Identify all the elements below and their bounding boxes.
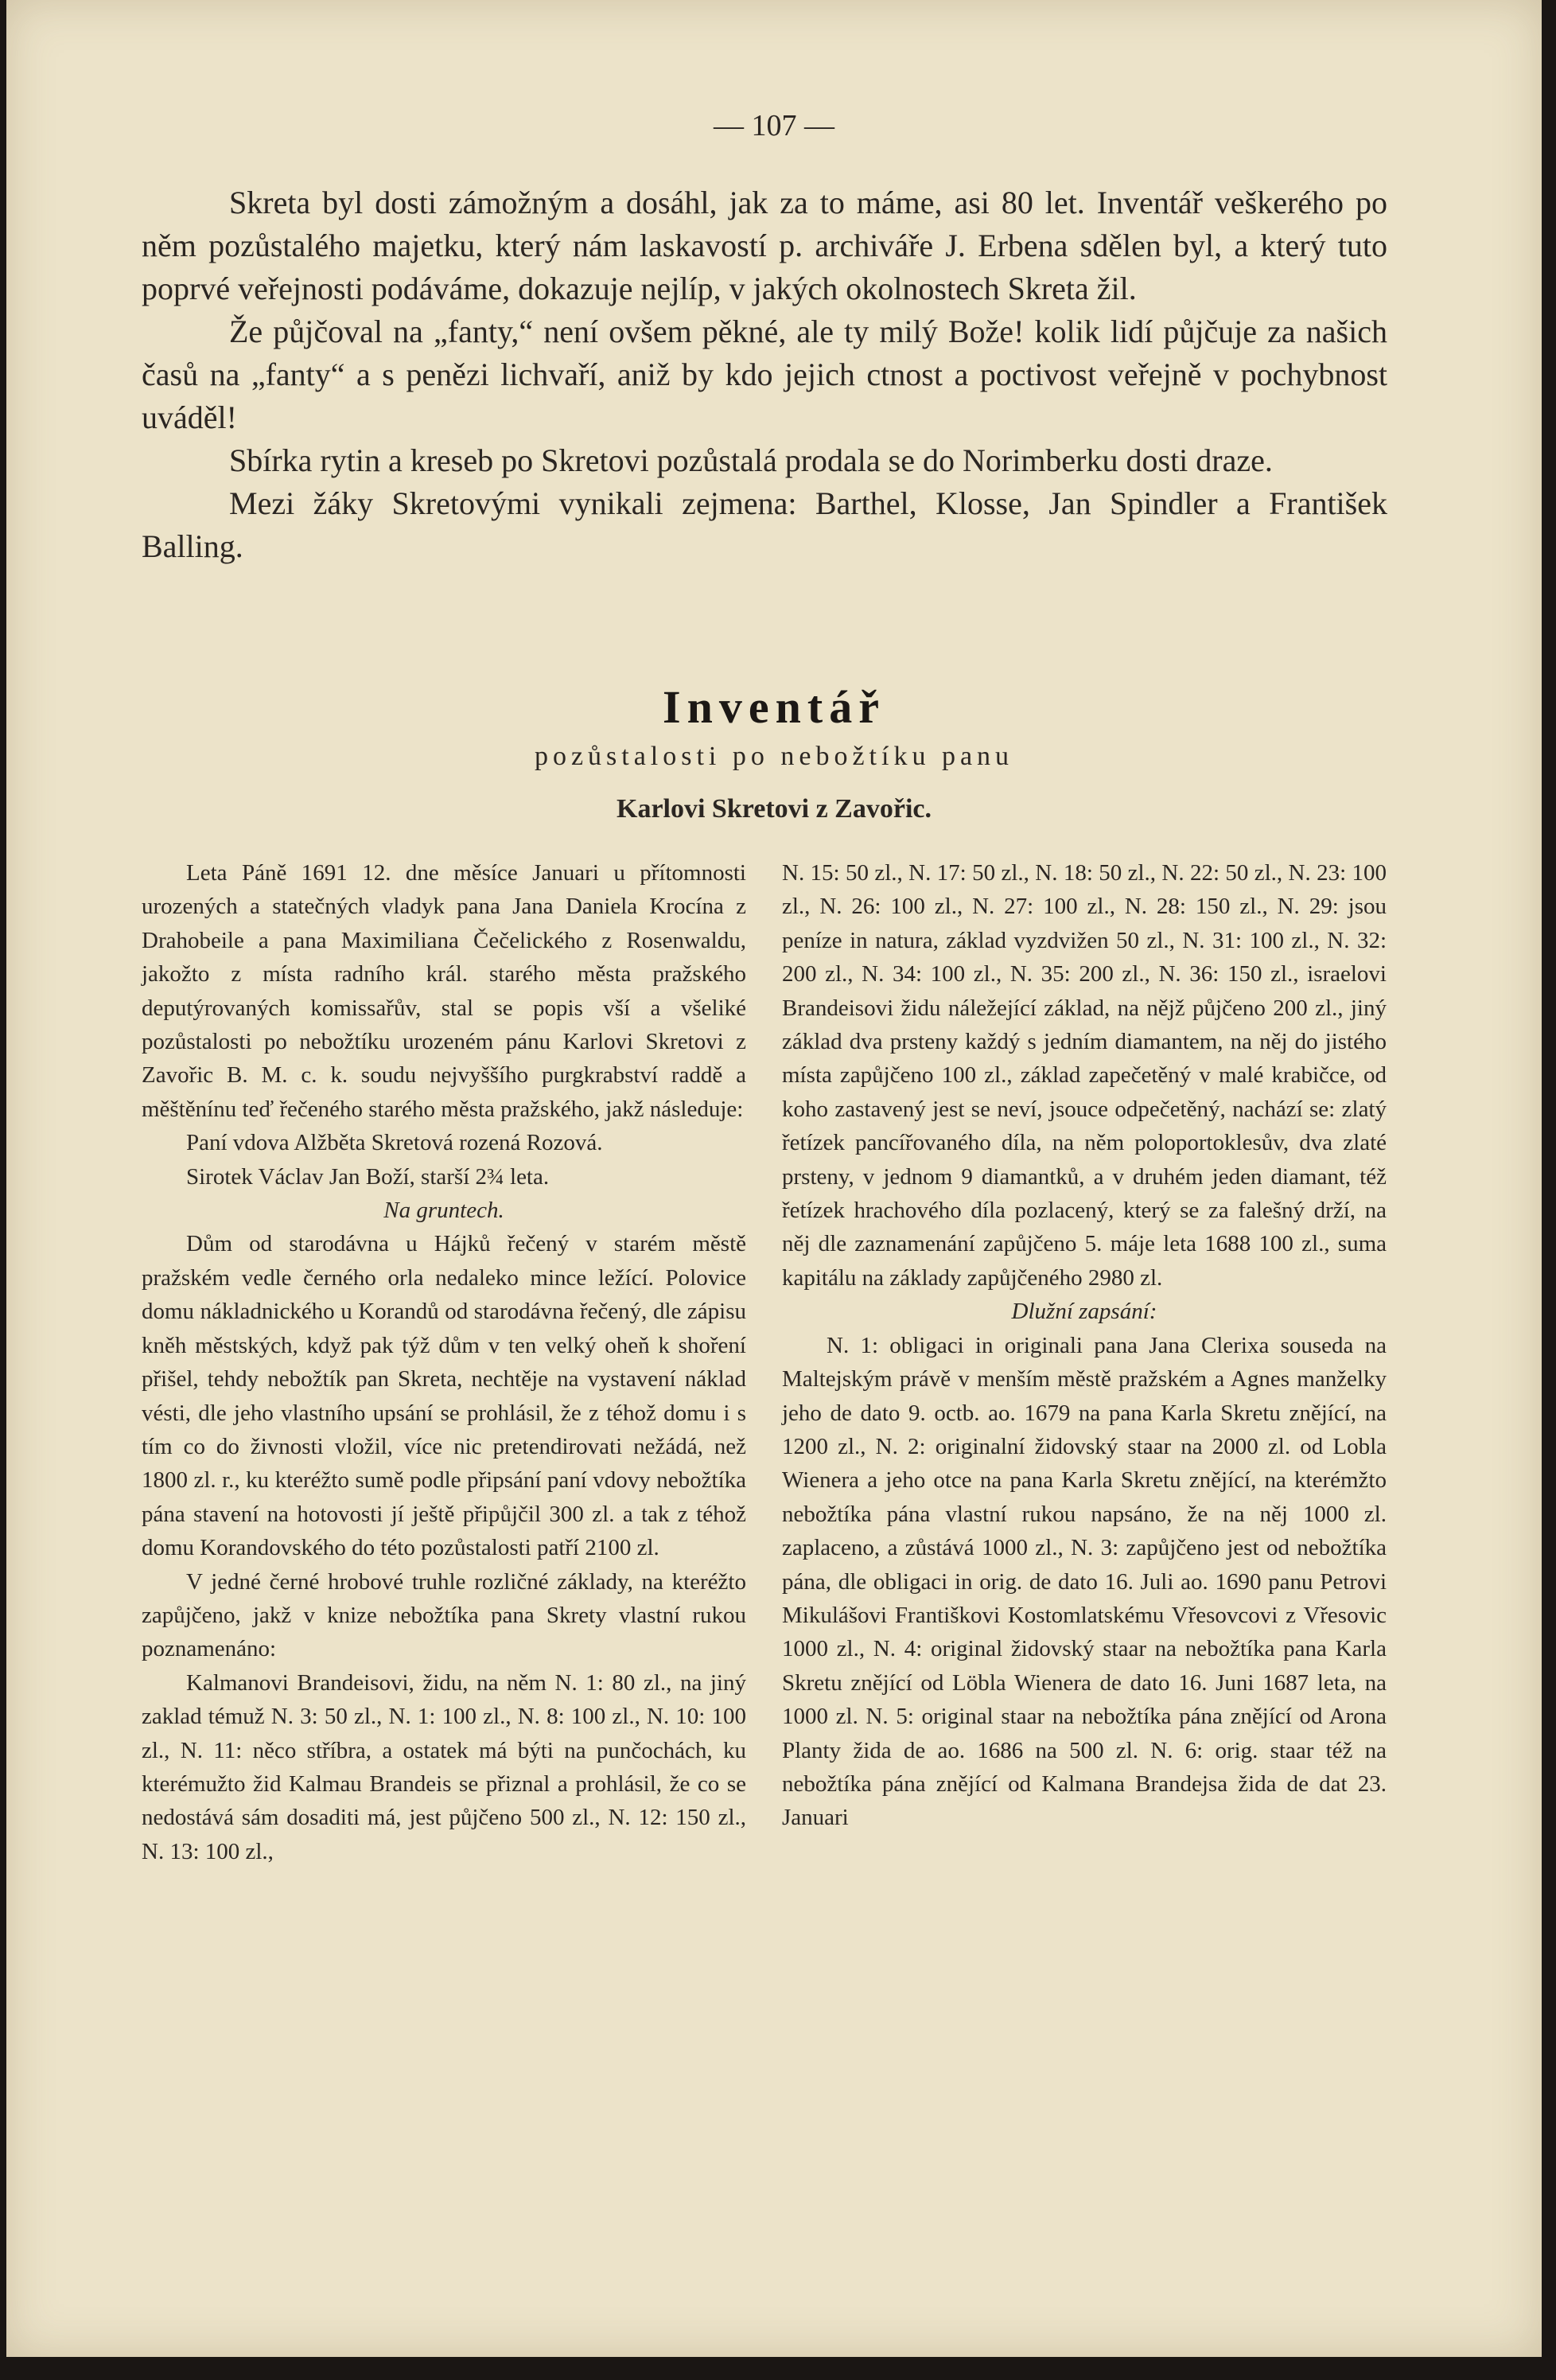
column-paragraph: Dům od starodávna u Hájků řečený v starém městě pražském vedle černého orla nedaleko mince ležící. Polovice domu nákladnického u Korandů od starodávna řečený, dle zápisu kněh městských, když pak týž dům v ten velký oheň k shoření přišel, tehdy nebožtík pan Skreta, nechtěje na vystavení náklad vésti, dle jeho vlastního upsání se prohlásil, že z téhož domu i s tím co do živnosti vložil, více nic pretendirovati nežádá, než 1800 zl. r., ku kteréžto sumě podle připsání paní vdovy nebožtíka pána stavení na hotovosti jí ještě připůjčil 300 zl. a tak z téhož domu Korandovského do této pozůstalosti patří 2100 zl.: [142, 1231, 746, 1561]
right-column: [782, 856, 1387, 1835]
column-paragraph: Sirotek Václav Jan Boží, starší 2¾ leta.: [186, 1163, 550, 1190]
column-paragraph: Kalmanovi Brandeisovi, židu, na něm N. 1: 80 zl., na jiný zaklad témuž N. 3: 50 zl., N. 1: 100 zl., N. 8: 100 zl., N. 10: 100 zl., N. 11: něco stříbra, a ostatek má býti na punčochách, ku kterémužto žid Kalmau Brandeis se přiznal a prohlásil, že co se nedostává sám dosaditi má, jest půjčeno 500 zl., N. 12: 150 zl., N. 13: 100 zl.,: [142, 1669, 746, 1864]
book-page: [6, 0, 1542, 2357]
intro-text: [142, 181, 1387, 568]
intro-paragraph: Mezi žáky Skretovými vynikali zejmena: Barthel, Klosse, Jan Spindler a František Balling.: [142, 485, 1387, 564]
section-title: Inventář: [663, 681, 885, 733]
intro-paragraph: Že půjčoval na „fanty,“ není ovšem pěkné, ale ty milý Bože! kolik lidí půjčuje za našich časů na „fanty“ a s penězi lichvaří, aniž by kdo jejich ctnost a poctivost veřejně v pochybnost uváděl!: [142, 314, 1387, 435]
section-subtitle-name: Karlovi Skretovi z Zavořic.: [617, 794, 932, 824]
column-paragraph: V jedné černé hrobové truhle rozličné základy, na kteréžto zapůjčeno, jakž v knize nebožtíka pana Skrety vlastní rukou poznamenáno:: [142, 1568, 746, 1662]
left-column: [142, 856, 746, 1868]
column-paragraph: N. 1: obligaci in originali pana Jana Clerixa souseda na Maltejským právě v menším městě pražském a Agnes manželky jeho de dato 9. octb. ao. 1679 na pana Karla Skretu znějící, na 1200 zl., N. 2: originalní židovský staar na 2000 zl. od Lobla Wienera a jeho otce na pana Karla Skretu znějící, na kterémžto nebožtíka pána vlastní rukou napsáno, že na něj 1000 zl. zaplaceno, a zůstává 1000 zl., N. 3: zapůjčeno jest od nebožtíka pána, dle obligaci in orig. de dato 16. Juli ao. 1690 panu Petrovi Mikulášovi Františkovi Kostomlatskému Vřesovcovi z Vřesovic 1000 zl., N. 4: original židovský staar na nebožtíka pana Karla Skretu znějící od Löbla Wienera de dato 16. Juni 1687 leta, na 1000 zl. N. 5: original staar na nebožtíka pána znějící od Arona Planty žida de ao. 1686 na 500 zl. N. 6: orig. staar též na nebožtíka pána znějící od Kalmana Brandejsa žida de dat 23. Januari: [782, 1332, 1387, 1831]
column-subheading: Dlužní zapsání:: [1011, 1299, 1157, 1325]
page-number: — 107 —: [714, 109, 834, 142]
intro-paragraph: Skreta byl dosti zámožným a dosáhl, jak za to máme, asi 80 let. Inventář veškerého po něm pozůstalého majetku, který nám laskavostí p. archiváře J. Erbena sdělen byl, a který tuto poprvé veřejnosti podáváme, dokazuje nejlíp, v jakých okolnostech Skreta žil.: [142, 185, 1387, 306]
column-paragraph: Leta Páně 1691 12. dne měsíce Januari u přítomnosti urozených a statečných vladyk pana Jana Daniela Krocína z Drahobeile a pana Maximiliana Čečelického z Rosenwaldu, jakožto z místa radního král. starého města pražského deputýrovaných komissařův, stal se popis vší a všeliké pozůstalosti po nebožtíku urozeném pánu Karlovi Skretovi z Zavořic B. M. c. k. soudu nejvyššího purgkrabství raddě a měštěnínu teď řečeného starého města pražského, jakž následuje:: [142, 860, 746, 1122]
column-subheading: Na gruntech.: [383, 1198, 504, 1224]
section-subtitle: pozůstalosti po nebožtíku panu: [534, 742, 1014, 771]
column-paragraph: Paní vdova Alžběta Skretová rozená Rozová.: [186, 1130, 603, 1156]
intro-paragraph: Sbírka rytin a kreseb po Skretovi pozůstalá prodala se do Norimberku dosti draze.: [229, 442, 1273, 478]
column-paragraph: N. 15: 50 zl., N. 17: 50 zl., N. 18: 50 zl., N. 22: 50 zl., N. 23: 100 zl., N. 26: 100 zl., N. 27: 100 zl., N. 28: 150 zl., N. 29: jsou peníze in natura, základ vyzdvižen 50 zl., N. 31: 100 zl., N. 32: 200 zl., N. 34: 100 zl., N. 35: 200 zl., N. 36: 150 zl., israelovi Brandeisovi židu náležející základ, na nějž půjčeno 200 zl., jiný základ dva prsteny každý s jedním diamantem, na něj do jistého místa zapůjčeno 100 zl., základ zapečetěný v malé krabičce, od koho zastavený jest se neví, jsouce odpečetěný, nachází se: zlatý řetízek pancířovaného díla, na něm poloportoklesův, dva zlaté prsteny, v jednom 9 diamantků, a v druhém jeden diamant, též řetízek hrachového díla pozlacený, který se za falešný drží, na něj dle zaznamenání zapůjčeno 5. máje leta 1688 100 zl., suma kapitálu na základy zapůjčeného 2980 zl.: [782, 860, 1387, 1291]
